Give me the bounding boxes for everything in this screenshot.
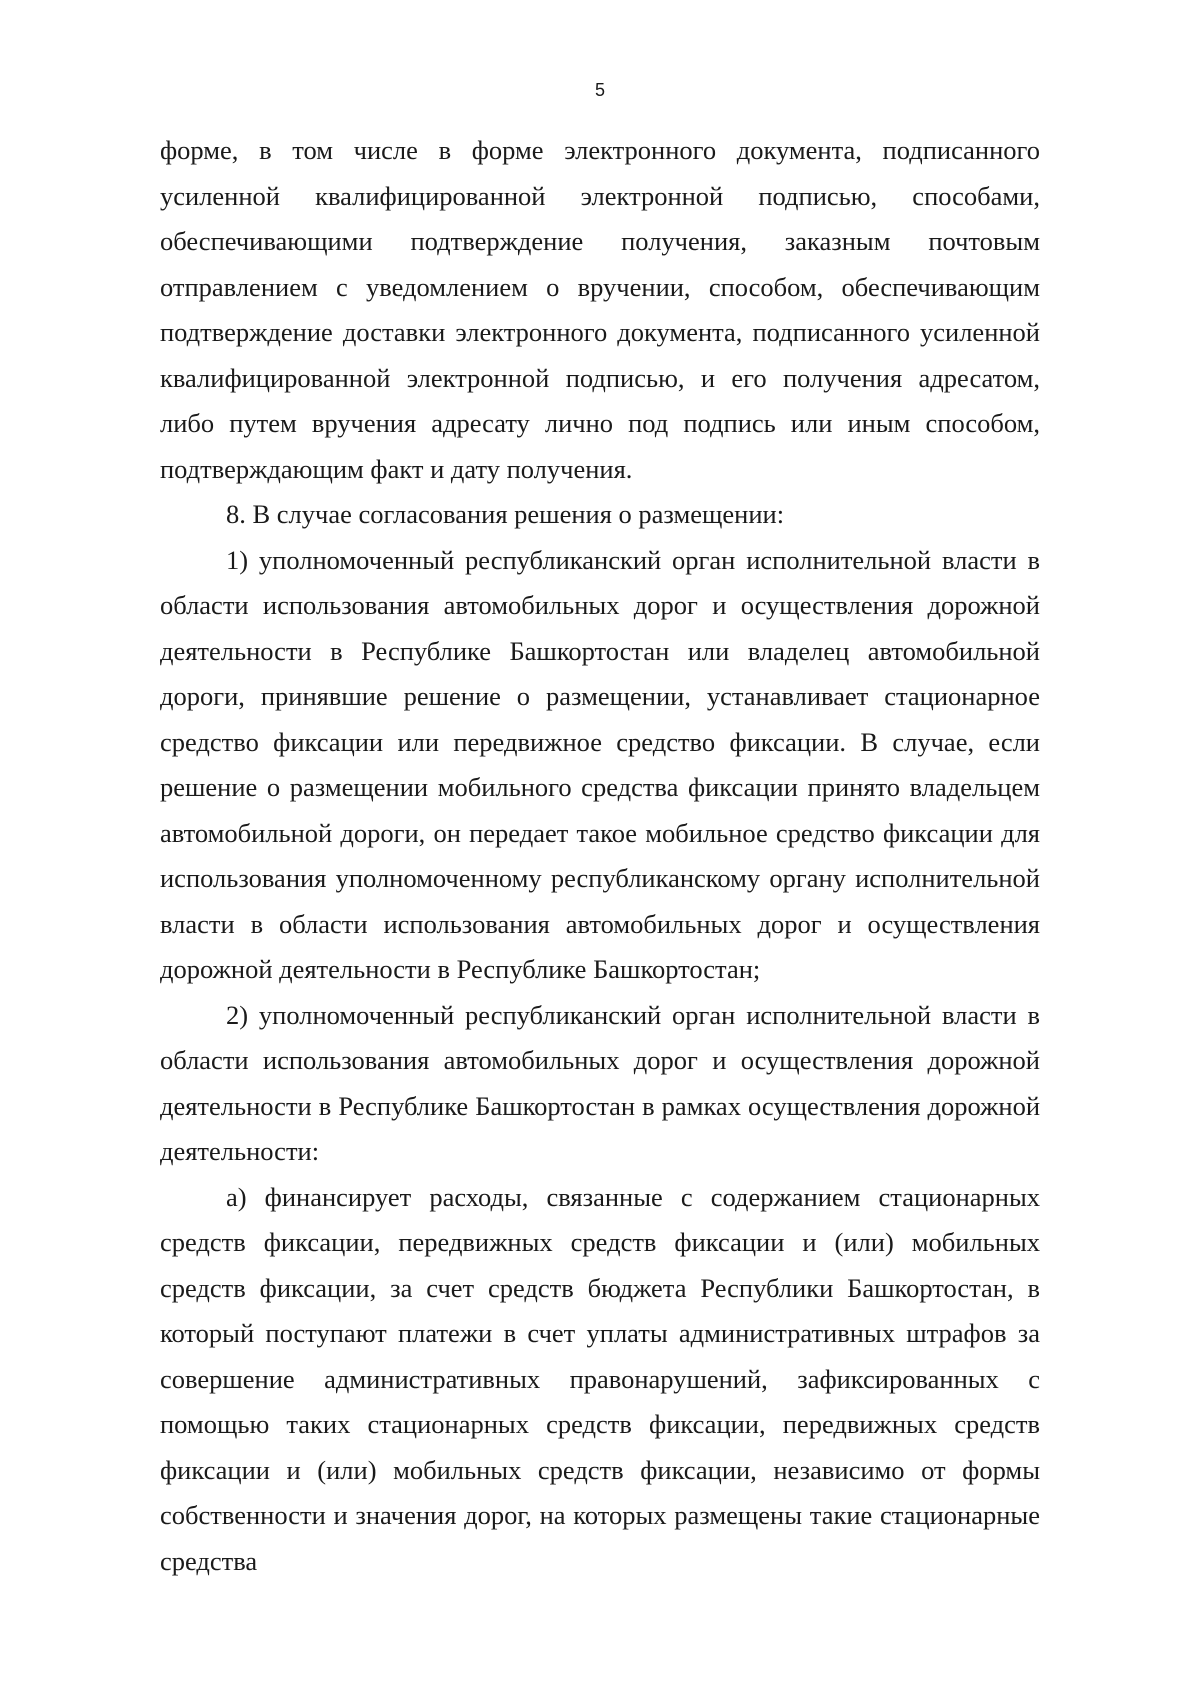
paragraph-clause-8-1: 1) уполномоченный республиканский орган исполнительной власти в области использования автомобильных дорог и осуществления дорожной деятельности в Республике Башкортостан или владелец автомобильной дороги, принявшие решение о размещении, устанавливает стационарное средство фиксации или передвижное средство фиксации. В случае, если решение о размещении мобильного средства фиксации принято владельцем автомобильной дороги, он передает такое мобильное средство фиксации для использования уполномоченному республиканскому органу исполнительной власти в области использования автомобильных дорог и осуществления дорожной деятельности в Республике Башкортостан; (160, 544, 1040, 984)
document-body (160, 128, 1040, 1584)
paragraph-clause-8-2-a: а) финансирует расходы, связанные с содержанием стационарных средств фиксации, передвижных средств фиксации и (или) мобильных средств фиксации, за счет средств бюджета Республики Башкортостан, в который поступают платежи в счет уплаты административных штрафов за совершение административных правонарушений, зафиксированных с помощью таких стационарных средств фиксации, передвижных средств фиксации и (или) мобильных средств фиксации, независимо от формы собственности и значения дорог, на которых размещены такие стационарные средства (160, 1181, 1040, 1576)
paragraph-clause-8: 8. В случае согласования решения о размещении: (226, 499, 785, 529)
paragraph-clause-8-2: 2) уполномоченный республиканский орган исполнительной власти в области использования автомобильных дорог и осуществления дорожной деятельности в Республике Башкортостан в рамках осуществления дорожной деятельности: (160, 999, 1040, 1166)
page-number: 5 (594, 80, 605, 100)
paragraph-continuation: форме, в том числе в форме электронного документа, подписанного усиленной квалифицированной электронной подписью, способами, обеспечивающими подтверждение получения, заказным почтовым отправлением с уведомлением о вручении, способом, обеспечивающим подтверждение доставки электронного документа, подписанного усиленной квалифицированной электронной подписью, и его получения адресатом, либо путем вручения адресату лично под подпись или иным способом, подтверждающим факт и дату получения. (160, 135, 1040, 484)
